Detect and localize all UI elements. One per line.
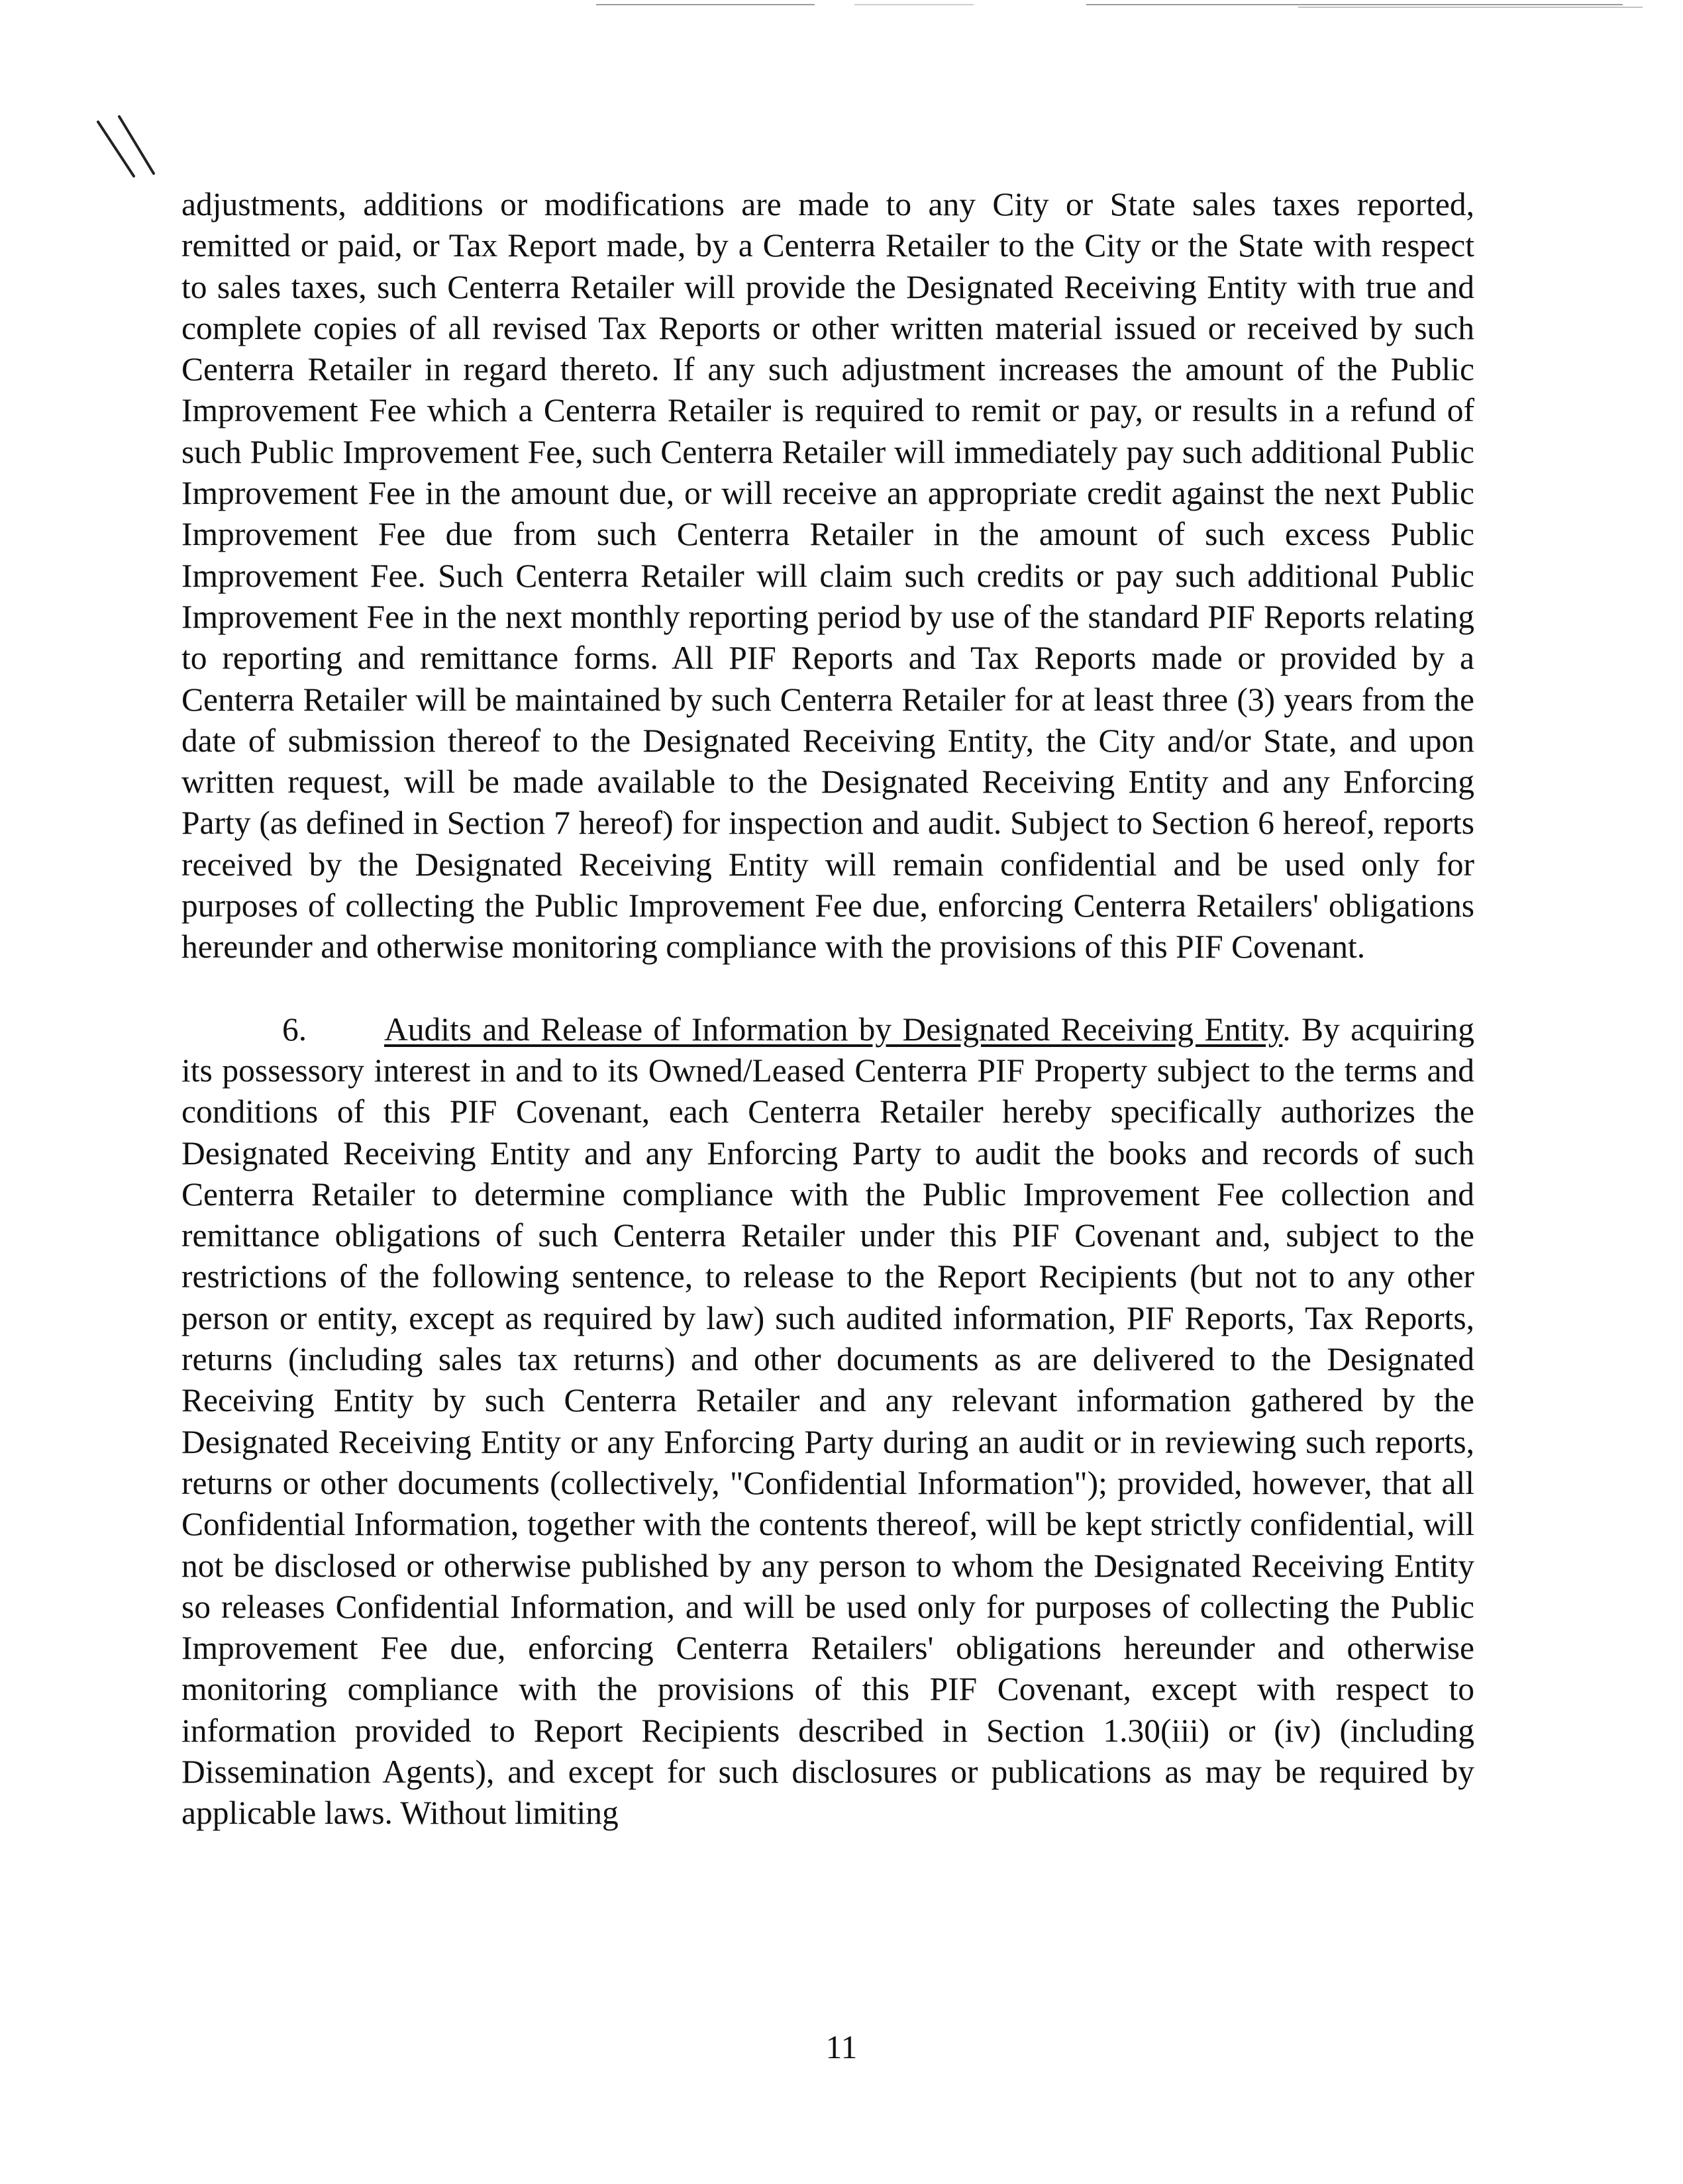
section-heading: Audits and Release of Information by Designated Receiving Entity: [384, 1011, 1283, 1048]
section-6-text: By acquiring its possessory interest in and to its Owned/Leased Centerra PIF Property subject to the terms and conditions of this PIF Covenant, each Centerra Retailer hereby specifically authorizes the Designated Receiving Entity and any Enforcing Party to audit the books and records of such Centerra Retailer to determine compliance with the Public Improvement Fee collection and remittance obligations of such Centerra Retailer under this PIF Covenant and, subject to the restrictions of the following sentence, to release to the Report Recipients (but not to any other person or entity, except as required by law) such audited information, PIF Reports, Tax Reports, returns (including sales tax returns) and other documents as are delivered to the Designated Receiving Entity by such Centerra Retailer and any relevant information gathered by the Designated Receiving Entity or any Enforcing Party during an audit or in reviewing such reports, returns or other documents (collectively, "Confidential Information"); provided, however, that all Confidential Information, together with the contents thereof, will be kept strictly confidential, will not be disclosed or otherwise published by any person to whom the Designated Receiving Entity so releases Confidential Information, and will be used only for purposes of collecting the Public Improvement Fee due, enforcing Centerra Retailers' obligations hereunder and otherwise monitoring compliance with the provisions of this PIF Covenant, except with respect to information provided to Report Recipients described in Section 1.30(iii) or (iv) (including Dissemination Agents), and except for such disclosures or publications as may be required by applicable laws. Without limiting: [181, 1011, 1475, 1832]
section-heading-period: .: [1282, 1011, 1291, 1048]
section-number: 6.: [282, 1011, 307, 1048]
section-6-paragraph: [181, 1009, 1474, 1834]
continued-paragraph: adjustments, additions or modifications are made to any City or State sales taxes reported, remitted or paid, or Tax Report made, by a Centerra Retailer to the City or the State with respect to sales taxes, such Centerra Retailer will provide the Designated Receiving Entity with true and complete copies of all revised Tax Reports or other written material issued or received by such Centerra Retailer in regard thereto. If any such adjustment increases the amount of the Public Improvement Fee which a Centerra Retailer is required to remit or pay, or results in a refund of such Public Improvement Fee, such Centerra Retailer will immediately pay such additional Public Improvement Fee in the amount due, or will receive an appropriate credit against the next Public Improvement Fee due from such Centerra Retailer in the amount of such excess Public Improvement Fee. Such Centerra Retailer will claim such credits or pay such additional Public Improvement Fee in the next monthly reporting period by use of the standard PIF Reports relating to reporting and remittance forms. All PIF Reports and Tax Reports made or provided by a Centerra Retailer will be maintained by such Centerra Retailer for at least three (3) years from the date of submission thereof to the Designated Receiving Entity, the City and/or State, and upon written request, will be made available to the Designated Receiving Entity and any Enforcing Party (as defined in Section 7 hereof) for inspection and audit. Subject to Section 6 hereof, reports received by the Designated Receiving Entity will remain confidential and be used only for purposes of collecting the Public Improvement Fee due, enforcing Centerra Retailers' obligations hereunder and otherwise monitoring compliance with the provisions of this PIF Covenant.: [181, 186, 1474, 966]
page-number: 11: [825, 2029, 858, 2065]
scan-edge-line: [596, 4, 815, 5]
handwritten-mark-icon: [93, 113, 166, 199]
scan-edge-line: [1086, 4, 1623, 5]
document-body: [181, 184, 1474, 1834]
scan-edge-line: [1298, 7, 1643, 8]
scan-edge-line: [854, 4, 974, 5]
